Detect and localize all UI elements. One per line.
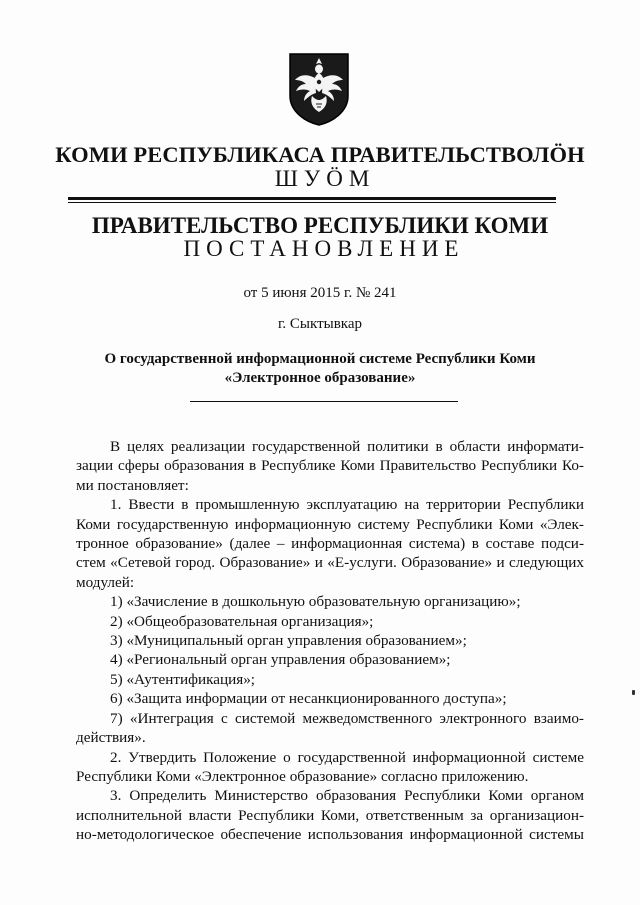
- title-underline: [190, 401, 458, 402]
- text-line: Республики Коми «Электронное образование» согласно приложению.: [76, 767, 529, 785]
- list-item: 4) «Региональный орган управления образованием»;: [110, 651, 451, 669]
- list-item: 7) «Интеграция с системой межведомственного электронного взаимо-: [110, 709, 584, 727]
- document-date-number: от 5 июня 2015 г. № 241: [243, 285, 397, 301]
- modules-list: [76, 592, 584, 747]
- paragraph-2: [76, 748, 584, 787]
- text-line: Коми государственную информационную систему Республики Коми «Элек-: [76, 515, 584, 533]
- list-item: 3) «Муниципальный орган управления образованием»;: [110, 632, 467, 650]
- paragraph-3: [76, 786, 584, 844]
- komi-coat-of-arms-icon: [288, 52, 350, 126]
- list-item: 5) «Аутентификация»;: [110, 670, 256, 688]
- russian-document-type: ПОСТАНОВЛЕНИЕ: [183, 236, 465, 261]
- document-body: [76, 437, 584, 845]
- document-title-line-1: О государственной информационной системе Республики Коми: [104, 351, 536, 367]
- document-city: г. Сыктывкар: [277, 316, 363, 332]
- paragraph-1: [76, 495, 584, 592]
- list-item: 2) «Общеобразовательная организация»;: [110, 612, 374, 630]
- komi-document-type: ШУÖМ: [274, 166, 376, 191]
- text-line: ми постановляет:: [76, 476, 189, 494]
- list-item: 1) «Зачисление в дошкольную образовательную организацию»;: [110, 593, 521, 611]
- komi-government-name: КОМИ РЕСПУБЛИКАСА ПРАВИТЕЛЬСТВОЛÖН: [55, 142, 585, 167]
- text-line: действия».: [76, 729, 146, 747]
- text-line: но-методологическое обеспечение использования информационной системы: [76, 826, 584, 844]
- text-line: зации сферы образования в Республике Коми Правительство Республики Ко-: [76, 457, 584, 475]
- header-rule-thin: [68, 202, 556, 203]
- list-item: 6) «Защита информации от несанкционированного доступа»;: [110, 690, 507, 708]
- text-line: 3. Определить Министерство образования Республики Коми органом: [110, 787, 584, 805]
- scan-artifact: [632, 690, 635, 695]
- text-line: исполнительной власти Республики Коми, ответственным за организацион-: [76, 806, 584, 824]
- text-line: 1. Ввести в промышленную эксплуатацию на территории Республики: [110, 496, 584, 514]
- document-title-line-2: «Электронное образование»: [224, 370, 416, 386]
- text-line: 2. Утвердить Положение о государственной информационной системе: [110, 748, 584, 766]
- text-line: модулей:: [76, 573, 135, 591]
- text-line: тронное образование» (далее – информационная система) в составе подси-: [76, 535, 584, 553]
- preamble-paragraph: [76, 437, 584, 495]
- text-line: В целях реализации государственной политики в области информати-: [110, 438, 584, 455]
- russian-government-name: ПРАВИТЕЛЬСТВО РЕСПУБЛИКИ КОМИ: [91, 213, 549, 238]
- header-rule-thick: [68, 197, 556, 200]
- text-line: стем «Сетевой город. Образование» и «Е-услуги. Образование» и следующих: [76, 554, 584, 572]
